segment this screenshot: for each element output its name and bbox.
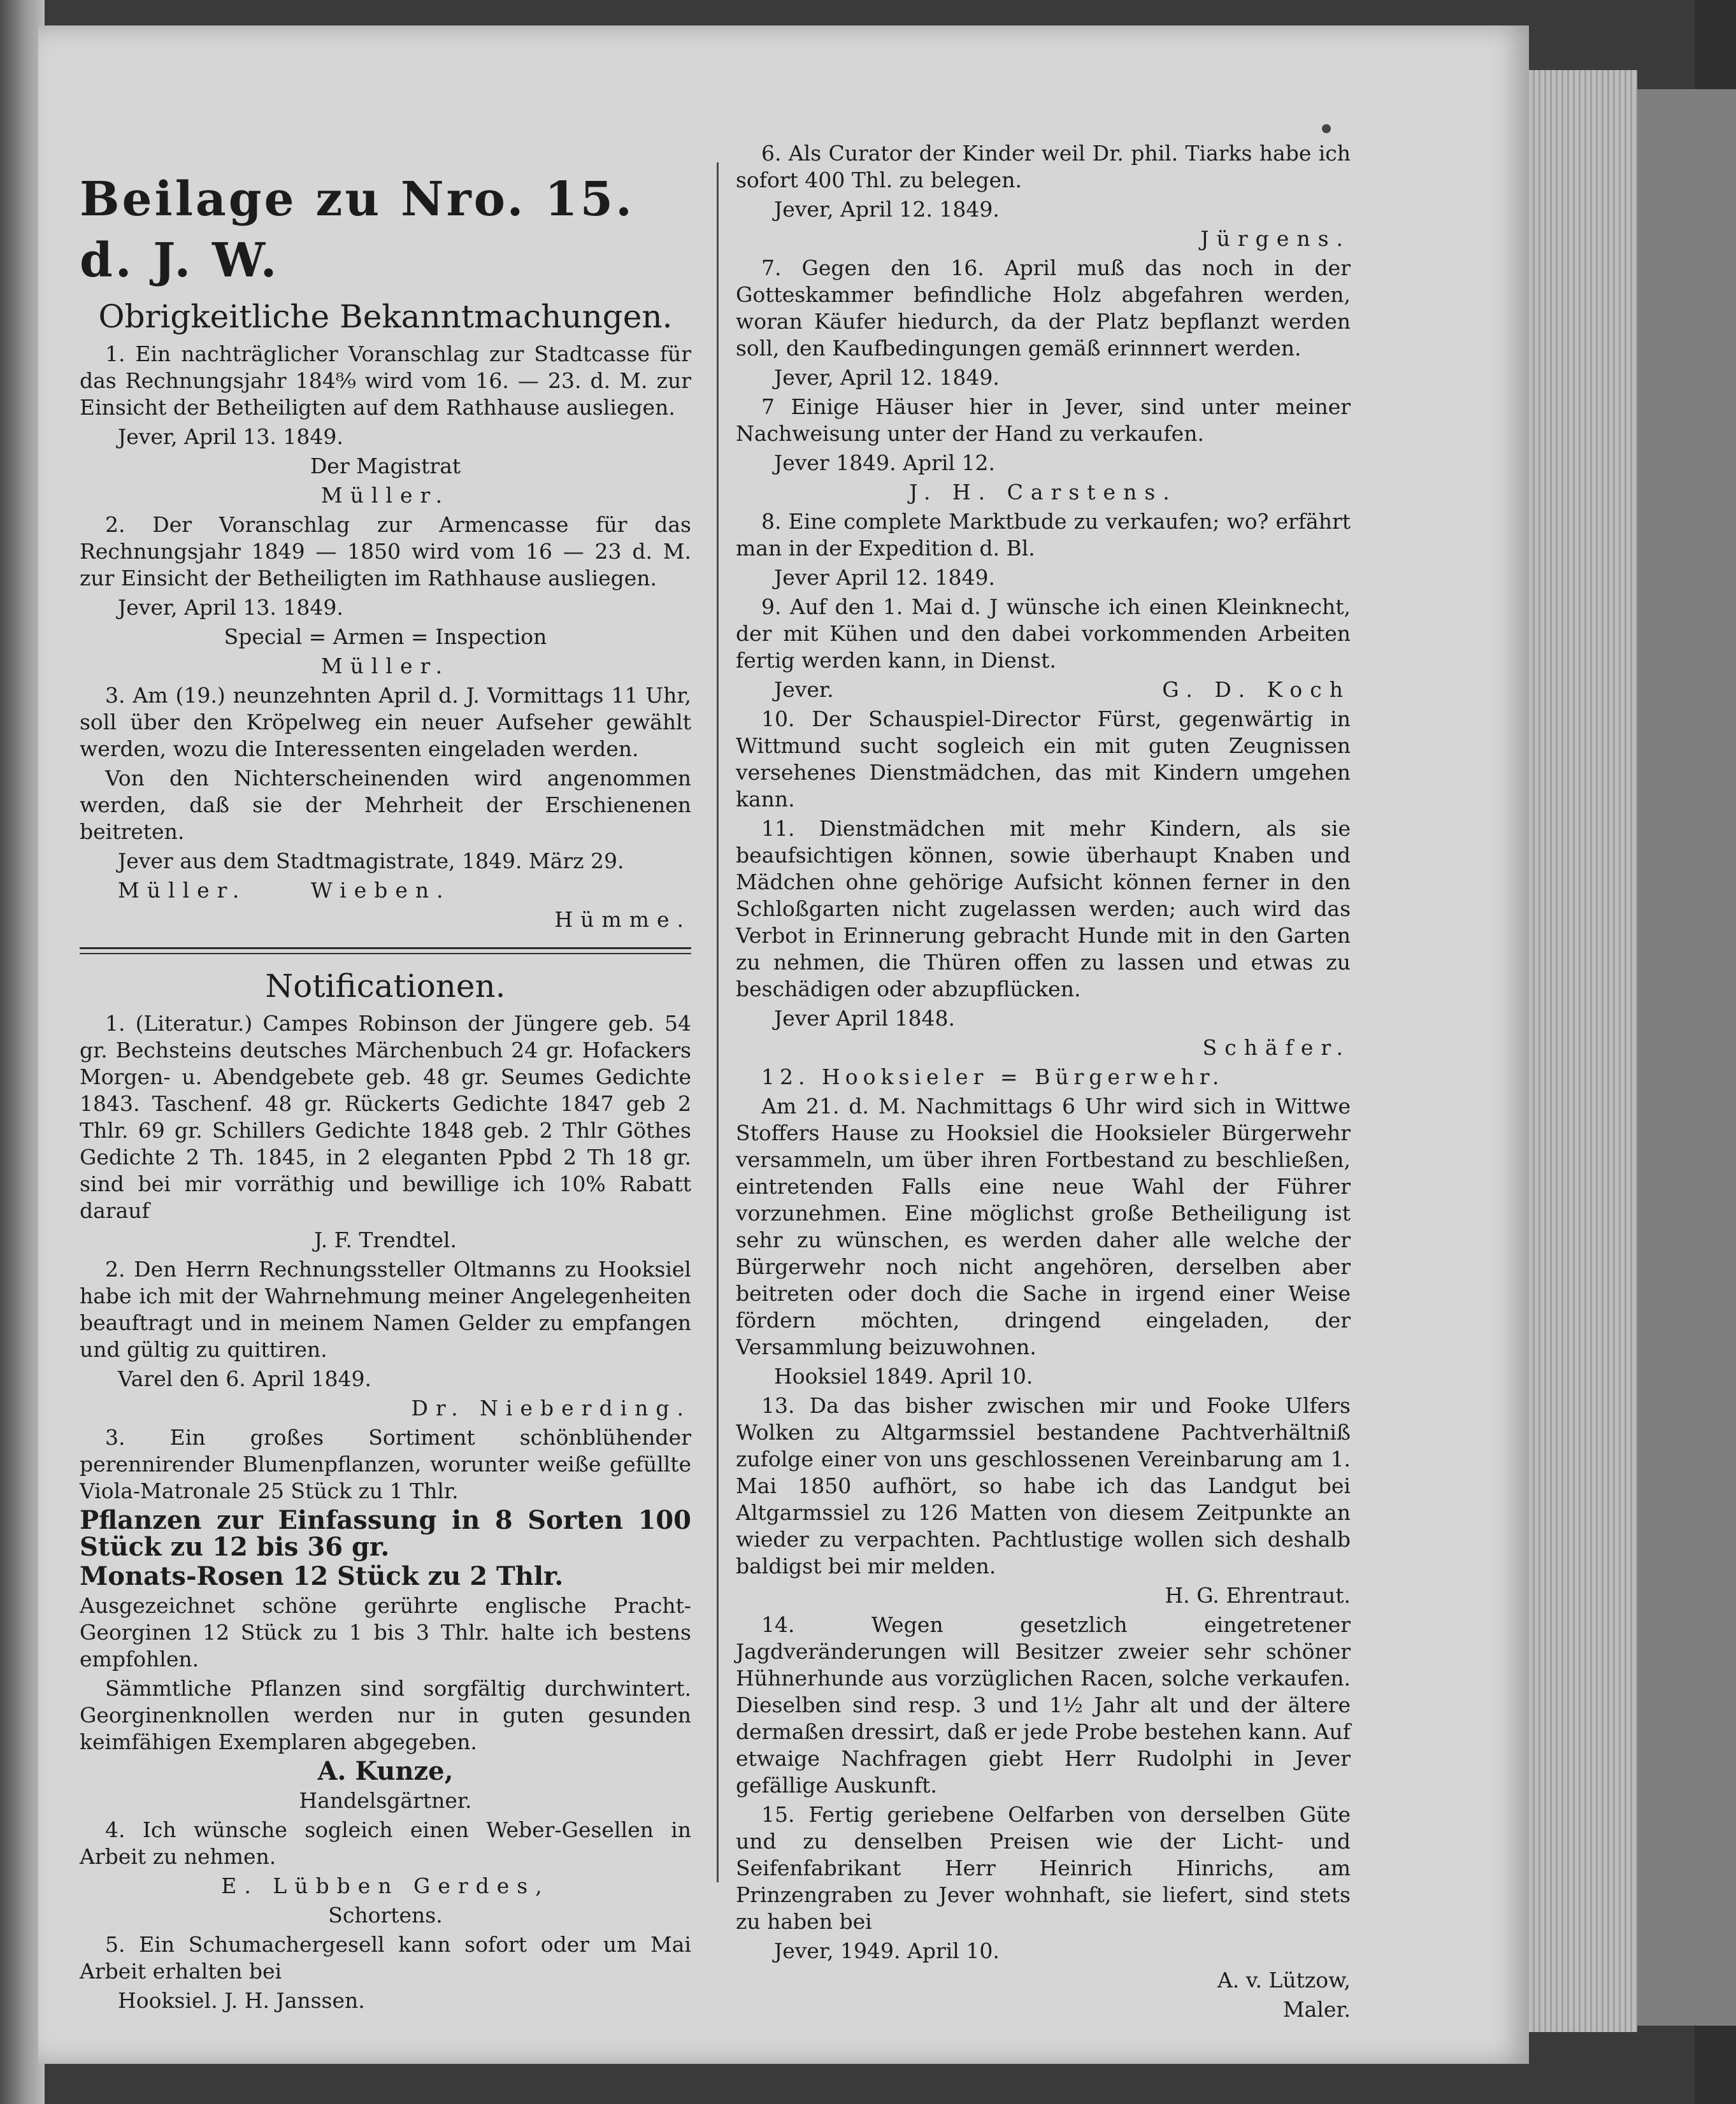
ad-4-signature: E. Lübben Gerdes, <box>221 1873 550 1898</box>
section-notifications: Notificationen. <box>265 968 506 1005</box>
notice-3-signatures <box>80 877 691 904</box>
notice-2-org: Special = Armen = Inspection <box>224 624 547 649</box>
left-column <box>80 140 691 2017</box>
ad-15-signature-title: Maler. <box>1282 1997 1351 2022</box>
ad-2-date: Varel den 6. April 1849. <box>118 1366 371 1391</box>
ad-4: 4. Ich wünsche sogleich einen Weber-Gesellen in Arbeit zu nehmen. <box>80 1817 691 1869</box>
notice-1-date: Jever, April 13. 1849. <box>118 424 343 449</box>
ad-2-signature: Dr. Nieberding. <box>411 1396 691 1421</box>
ad-6: 6. Als Curator der Kinder weil Dr. phil. Tiarks habe ich sofort 400 Thl. zu belegen. <box>736 141 1351 192</box>
ad-11-signature: Schäfer. <box>1202 1035 1351 1060</box>
ad-9: 9. Auf den 1. Mai d. J wünsche ich einen Kleinknecht, der mit Kühen und den dabei vorkommenden Arbeiten fertig werden kann, in Dienst. <box>736 594 1351 673</box>
notice-3-date: Jever aus dem Stadtmagistrate, 1849. März 29. <box>118 848 624 873</box>
notice-3-signature-1: Müller. <box>118 878 247 903</box>
ad-15-signature: A. v. Lützow, <box>1217 1968 1351 1993</box>
column-divider <box>717 162 719 1882</box>
ad-12-date: Hooksiel 1849. April 10. <box>774 1364 1033 1389</box>
ad-6-date: Jever, April 12. 1849. <box>774 197 1000 222</box>
ad-13: 13. Da das bisher zwischen mir und Fooke Ulfers Wolken zu Altgarmssiel bestandene Pachtverhältniß zufolge einer von uns geschlossenen Vereinbarung am 1. Mai 1850 aufhört, so habe ich das Landgut bei Altgarmssiel zu 126 Matten von diesem Zeitpunkte an wieder zu verpachten. Pachtlustige wollen sich deshalb baldigst bei mir melden. <box>736 1393 1351 1578</box>
ad-5-signature: Hooksiel. J. H. Janssen. <box>118 1988 365 2013</box>
ad-11-date: Jever April 1848. <box>774 1006 955 1031</box>
notice-1-signature: Müller. <box>320 483 450 508</box>
book-cover <box>1637 89 1736 2026</box>
ad-15: 15. Fertig geriebene Oelfarben von derselben Güte und zu denselben Preisen wie der Licht- und Seifenfabrikant Herr Heinrich Hinrichs, am Prinzengraben zu Jever wohnhaft, sie liefert, sind stets zu haben bei <box>736 1802 1351 1934</box>
right-column <box>736 140 1351 2026</box>
ad-7b-signature: J. H. Carstens. <box>909 480 1177 505</box>
ad-4-place: Schortens. <box>328 1903 443 1928</box>
ad-7: 7. Gegen den 16. April muß das noch in der Gotteskammer befindliche Holz abgefahren werden, woran Käufer hiedurch, da der Platz bepflanzt werden soll, den Kaufbedingungen gemäß erinnnert werden. <box>736 255 1351 361</box>
ad-3-line-4: Ausgezeichnet schöne gerührte englische Pracht-Georginen 12 Stück zu 1 bis 3 Thlr. halte ich bestens empfohlen. <box>80 1593 691 1671</box>
ad-10: 10. Der Schauspiel-Director Fürst, gegenwärtig in Wittmund sucht sogleich ein mit guten Zeugnissen versehenes Dienstmädchen, das mit Kindern umgehen kann. <box>736 706 1351 812</box>
notice-2-signature: Müller. <box>320 654 450 678</box>
ad-3-line-2: Pflanzen zur Einfassung in 8 Sorten 100 Stück zu 12 bis 36 gr. <box>80 1505 691 1562</box>
ad-3-line-3: Monats-Rosen 12 Stück zu 2 Thlr. <box>80 1561 564 1591</box>
masthead: Beilage zu Nro. 15. d. J. W. <box>80 172 635 288</box>
ad-11: 11. Dienstmädchen mit mehr Kindern, als sie beaufsichtigen können, sowie überhaupt Knaben und Mädchen ohne gehörige Aufsicht können ferner in den Schloßgarten nicht zugelassen werden; auch wird das Verbot in Erinnerung gebracht Hunde mit in den Garten zu nehmen, die Thüren offen zu lassen und etwas zu beschädigen oder abzupflücken. <box>736 816 1351 1001</box>
ad-9-place-signature <box>736 676 1351 703</box>
ad-13-signature: H. G. Ehrentraut. <box>1165 1583 1351 1608</box>
ad-15-date: Jever, 1949. April 10. <box>774 1938 1000 1963</box>
ad-3-signature: A. Kunze, <box>317 1756 454 1786</box>
notice-2: 2. Der Voranschlag zur Armencasse für das Rechnungsjahr 1849 — 1850 wird vom 16 — 23 d. M. zur Einsicht der Betheiligten im Rathhause ausliegen. <box>80 512 691 590</box>
notice-3-signature-2: Wieben. <box>310 878 451 903</box>
ad-7b: 7 Einige Häuser hier in Jever, sind unter meiner Nachweisung unter der Hand zu verkaufen. <box>736 394 1351 446</box>
notice-3: 3. Am (19.) neunzehnten April d. J. Vormittags 11 Uhr, soll über den Kröpelweg ein neuer Aufseher gewählt werden, wozu die Interessenten eingeladen werden. <box>80 683 691 761</box>
notice-1: 1. Ein nachträglicher Voranschlag zur Stadtcasse für das Rechnungsjahr 184⁸⁄₉ wird vom 16. — 23. d. M. zur Einsicht der Betheiligten auf dem Rathhause ausliegen. <box>80 341 691 420</box>
ad-2: 2. Den Herrn Rechnungssteller Oltmanns zu Hooksiel habe ich mit der Wahrnehmung meiner Angelegenheiten beauftragt und in meinem Namen Gelder zu empfangen und gültig zu quittiren. <box>80 1257 691 1362</box>
notice-2-date: Jever, April 13. 1849. <box>118 595 343 620</box>
page-edges <box>1529 70 1637 2032</box>
ad-3: 3. Ein großes Sortiment schönblühender perennirender Blumenpflanzen, worunter weiße gefüllte Viola-Matronale 25 Stück zu 1 Thlr. <box>80 1425 691 1503</box>
ad-8-date: Jever April 12. 1849. <box>774 565 995 590</box>
ad-12-title: 12. Hooksieler = Bürgerwehr. <box>761 1064 1224 1089</box>
ad-1: 1. (Literatur.) Campes Robinson der Jüngere geb. 54 gr. Bechsteins deutsches Märchenbuch 24 gr. Hofackers Morgen- u. Abendgebete geb. 48 gr. Seumes Gedichte 1843. Taschenf. 48 gr. Rückerts Gedichte 1847 geb 2 Thlr. 69 gr. Schillers Gedichte 1848 geb. 2 Thlr Göthes Gedichte 2 Th. 1845, in 2 eleganten Ppbd 2 Th 18 gr. sind bei mir vorräthig und bewillige ich 10% Rabatt darauf <box>80 1011 691 1223</box>
notice-3-signature-3: Hümme. <box>554 907 691 932</box>
ad-6-signature: Jürgens. <box>1200 226 1351 251</box>
ad-14: 14. Wegen gesetzlich eingetretener Jagdveränderungen will Besitzer zweier sehr schöner Hühnerhunde aus vorzüglichen Racen, solche verkaufen. Dieselben sind resp. 3 und 1½ Jahr alt und der ältere dermaßen dressirt, daß er jede Probe bestehen kann. Auf etwaige Nachfragen giebt Herr Rudolphi in Jever gefällige Auskunft. <box>736 1612 1351 1798</box>
ad-7b-date: Jever 1849. April 12. <box>774 450 995 475</box>
section-rule <box>80 947 691 954</box>
section-official-notices: Obrigkeitliche Bekanntmachungen. <box>98 298 673 335</box>
ad-1-signature: J. F. Trendtel. <box>314 1227 457 1252</box>
ad-3-line-5: Sämmtliche Pflanzen sind sorgfältig durchwintert. Georginenknollen werden nur in guten gesunden keimfähigen Exemplaren abgegeben. <box>80 1676 691 1754</box>
ad-8: 8. Eine complete Marktbude zu verkaufen; wo? erfährt man in der Expedition d. Bl. <box>736 509 1351 561</box>
ad-9-date: Jever. <box>774 677 834 702</box>
notice-1-org: Der Magistrat <box>310 454 461 478</box>
ad-12: Am 21. d. M. Nachmittags 6 Uhr wird sich in Wittwe Stoffers Hause zu Hooksiel die Hooksieler Bürgerwehr versammeln, um über ihren Fortbestand zu beschließen, eintretenden Falls eine neue Wahl der Führer vorzunehmen. Eine möglichst große Betheiligung ist sehr zu wünschen, es werden daher alle welche der Bürgerwehr noch nicht angehören, derselben aber beitreten oder doch die Sache in irgend einer Weise fördern möchten, dringend eingeladen, der Versammlung beizuwohnen. <box>736 1094 1351 1359</box>
ad-7-date: Jever, April 12. 1849. <box>774 365 1000 390</box>
ad-3-signature-title: Handelsgärtner. <box>299 1788 472 1813</box>
ink-spot <box>1322 124 1331 133</box>
notice-3-cont: Von den Nichterscheinenden wird angenommen werden, daß sie der Mehrheit der Erschienenen beitreten. <box>80 766 691 844</box>
ad-5: 5. Ein Schumachergesell kann sofort oder um Mai Arbeit erhalten bei <box>80 1932 691 1984</box>
ad-9-signature: G. D. Koch <box>1162 677 1351 702</box>
